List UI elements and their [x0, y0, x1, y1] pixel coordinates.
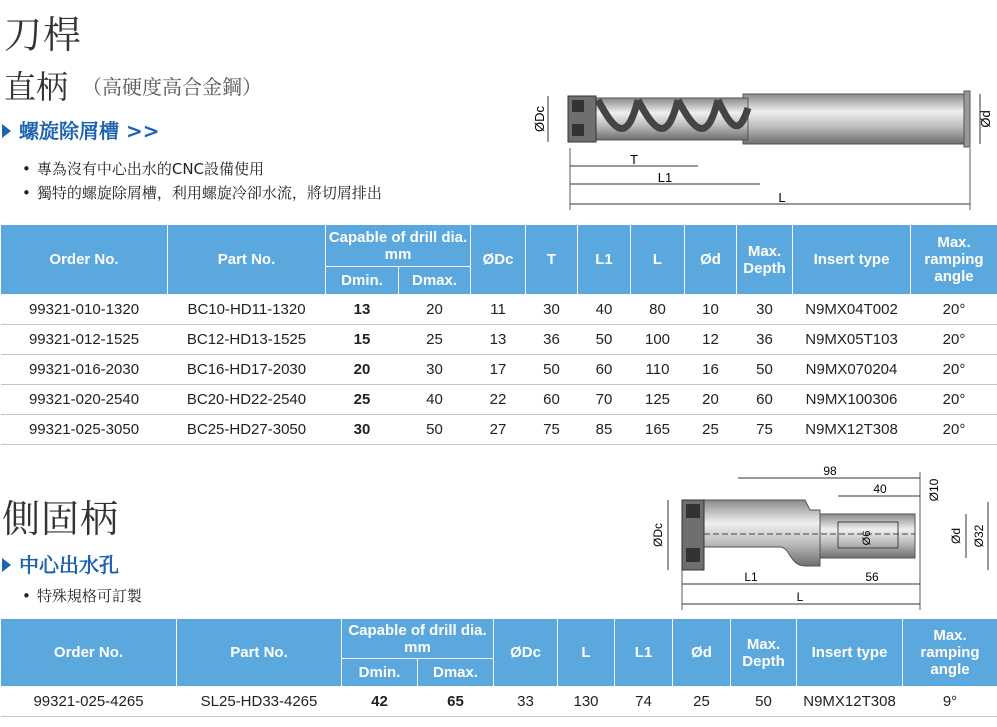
cell: 50 — [526, 355, 578, 385]
cell: 25 — [326, 385, 399, 415]
col-dc: ØDc — [494, 619, 558, 687]
cell: 75 — [737, 415, 793, 445]
d32-label: Ø32 — [972, 524, 986, 548]
cell: 11 — [471, 295, 526, 325]
cell: 36 — [526, 325, 578, 355]
cell: 20 — [326, 355, 399, 385]
shank-body — [743, 94, 968, 144]
d-label: Ød — [978, 110, 993, 128]
col-dmin: Dmin. — [342, 659, 418, 687]
cell: BC25-HD27-3050 — [168, 415, 326, 445]
l1-label: L1 — [657, 170, 673, 185]
cell: 20° — [911, 355, 997, 385]
page-title: 刀桿 — [4, 13, 83, 57]
col-angle: Max. ramping angle — [903, 619, 997, 687]
col-insert: Insert type — [797, 619, 903, 687]
cell: 65 — [418, 687, 494, 717]
cell: BC16-HD17-2030 — [168, 355, 326, 385]
cell: 36 — [737, 325, 793, 355]
col-depth: Max. Depth — [737, 225, 793, 295]
table-row — [1, 325, 997, 355]
cell: 25 — [673, 687, 731, 717]
cell: 85 — [578, 415, 631, 445]
dim98-label: 98 — [823, 464, 837, 478]
col-dc: ØDc — [471, 225, 526, 295]
straight-shank-table — [0, 224, 997, 445]
cell: 13 — [326, 295, 399, 325]
cell: 12 — [685, 325, 737, 355]
straight-shank-diagram — [528, 88, 996, 216]
dim56-label: 56 — [865, 570, 879, 584]
shank-end — [964, 91, 970, 147]
t-label: T — [630, 152, 638, 167]
col-capable: Capable of drill dia. mm — [342, 619, 494, 659]
cell: 165 — [631, 415, 685, 445]
cell: 99321-025-4265 — [1, 687, 177, 717]
cell: BC12-HD13-1525 — [168, 325, 326, 355]
bullet-item: • 獨特的螺旋除屑槽，利用螺旋冷卻水流，將切屑排出 — [22, 181, 382, 205]
cell: 15 — [326, 325, 399, 355]
dim40-label: 40 — [873, 482, 887, 496]
cell: 99321-012-1525 — [1, 325, 168, 355]
cell: 99321-016-2030 — [1, 355, 168, 385]
bullet-item: • 特殊規格可訂製 — [22, 584, 142, 608]
cell: 25 — [399, 325, 471, 355]
cell: N9MX12T308 — [797, 687, 903, 717]
col-order-no: Order No. — [1, 225, 168, 295]
cell: BC10-HD11-1320 — [168, 295, 326, 325]
cell: 30 — [737, 295, 793, 325]
cell: 20° — [911, 385, 997, 415]
cell: N9MX04T002 — [793, 295, 911, 325]
l-label: L — [778, 190, 786, 205]
insert-top — [572, 100, 584, 112]
cell: 60 — [578, 355, 631, 385]
col-l: L — [558, 619, 615, 687]
cell: 110 — [631, 355, 685, 385]
cell: 9° — [903, 687, 997, 717]
cell: 22 — [471, 385, 526, 415]
cell: 74 — [615, 687, 673, 717]
cell: 60 — [526, 385, 578, 415]
table-row — [1, 295, 997, 325]
table-row — [1, 415, 997, 445]
cell: N9MX05T103 — [793, 325, 911, 355]
cell: 100 — [631, 325, 685, 355]
col-order-no: Order No. — [1, 619, 177, 687]
table-row — [1, 687, 997, 717]
col-l: L — [631, 225, 685, 295]
cell: 17 — [471, 355, 526, 385]
cell: 33 — [494, 687, 558, 717]
cell: 50 — [737, 355, 793, 385]
cell: 30 — [526, 295, 578, 325]
col-dmax: Dmax. — [399, 267, 471, 295]
subtitle-paren: （高硬度高合金鋼） — [82, 75, 263, 99]
cell: 20 — [685, 385, 737, 415]
l-label: L — [796, 590, 804, 604]
cell: 50 — [399, 415, 471, 445]
cell: 99321-010-1320 — [1, 295, 168, 325]
side-lock-table — [0, 618, 997, 717]
col-dmax: Dmax. — [418, 659, 494, 687]
insert-bottom — [572, 124, 584, 136]
d10-label: Ø10 — [927, 478, 941, 502]
cell: 99321-025-3050 — [1, 415, 168, 445]
cell: N9MX070204 — [793, 355, 911, 385]
cell: 20° — [911, 325, 997, 355]
cell: 20° — [911, 415, 997, 445]
col-part-no: Part No. — [168, 225, 326, 295]
cell: 13 — [471, 325, 526, 355]
cell: 42 — [342, 687, 418, 717]
cell: 50 — [731, 687, 797, 717]
cell: 40 — [399, 385, 471, 415]
dc-label: ØDc — [532, 106, 547, 132]
insert-top — [686, 504, 700, 518]
col-depth: Max. Depth — [731, 619, 797, 687]
col-l1: L1 — [578, 225, 631, 295]
cell: N9MX100306 — [793, 385, 911, 415]
subtitle-text: 直柄 — [4, 68, 69, 106]
cell: 30 — [326, 415, 399, 445]
insert-bottom — [686, 548, 700, 562]
cell: 30 — [399, 355, 471, 385]
feature-bullets — [22, 157, 382, 205]
table-row — [1, 385, 997, 415]
feature2-link[interactable]: 中心出水孔 — [2, 549, 119, 578]
cell: 125 — [631, 385, 685, 415]
col-part-no: Part No. — [177, 619, 342, 687]
cell: 99321-020-2540 — [1, 385, 168, 415]
section2-title: 側固柄 — [2, 497, 120, 541]
cell: 25 — [685, 415, 737, 445]
cell: 80 — [631, 295, 685, 325]
col-d: Ød — [673, 619, 731, 687]
col-t: T — [526, 225, 578, 295]
cell: 16 — [685, 355, 737, 385]
d6-label: Ø6 — [861, 530, 873, 546]
col-dmin: Dmin. — [326, 267, 399, 295]
col-d: Ød — [685, 225, 737, 295]
d-label: Ød — [949, 527, 963, 545]
cell: 130 — [558, 687, 615, 717]
cell: 10 — [685, 295, 737, 325]
cell: 40 — [578, 295, 631, 325]
bullet-item: • 專為沒有中心出水的CNC設備使用 — [22, 157, 382, 181]
cell: 70 — [578, 385, 631, 415]
section-subtitle — [4, 62, 262, 108]
col-capable: Capable of drill dia. mm — [326, 225, 471, 267]
side-lock-diagram — [640, 462, 996, 612]
cell: 50 — [578, 325, 631, 355]
cell: 27 — [471, 415, 526, 445]
feature2-bullets — [22, 584, 142, 608]
cell: SL25-HD33-4265 — [177, 687, 342, 717]
cell: BC20-HD22-2540 — [168, 385, 326, 415]
table-row — [1, 355, 997, 385]
l1-label: L1 — [744, 570, 758, 584]
col-angle: Max. ramping angle — [911, 225, 997, 295]
cell: 60 — [737, 385, 793, 415]
cell: 20° — [911, 295, 997, 325]
dc-label: ØDc — [651, 523, 665, 547]
feature-link[interactable]: 螺旋除屑槽 >> — [2, 115, 159, 144]
cell: 20 — [399, 295, 471, 325]
cell: N9MX12T308 — [793, 415, 911, 445]
col-l1: L1 — [615, 619, 673, 687]
cell: 75 — [526, 415, 578, 445]
col-insert: Insert type — [793, 225, 911, 295]
